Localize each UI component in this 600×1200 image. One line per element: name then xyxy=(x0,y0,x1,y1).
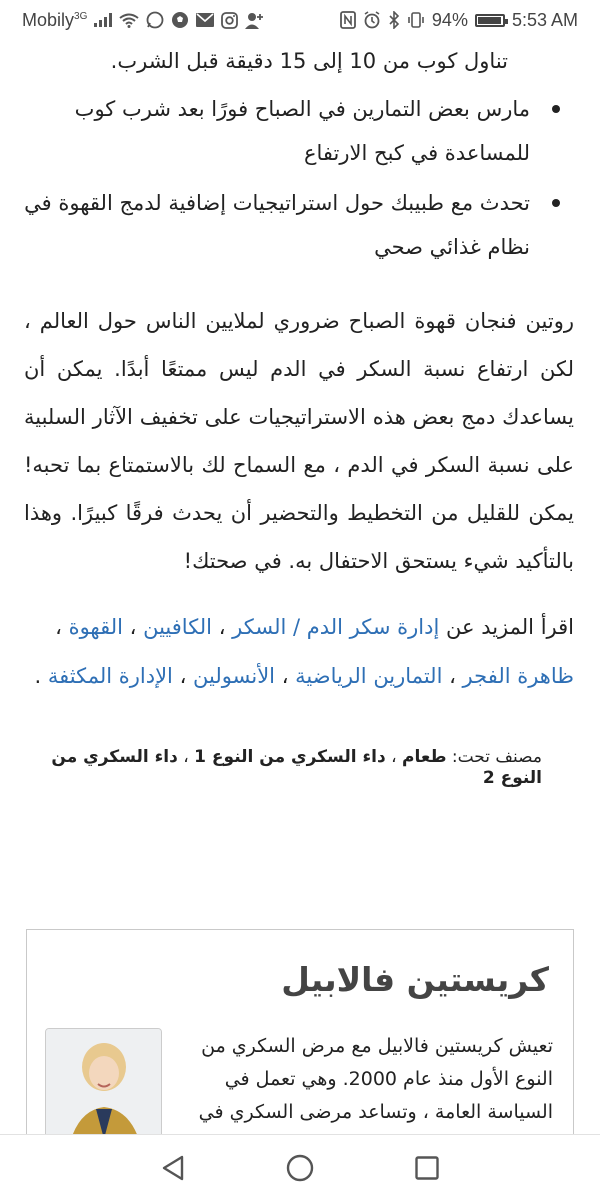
battery-level-fill xyxy=(478,17,501,24)
status-bar-left xyxy=(22,10,265,31)
category-item[interactable]: طعام xyxy=(402,747,447,767)
bullet-dot-icon xyxy=(552,199,560,207)
navigation-bar xyxy=(0,1134,600,1200)
wifi-icon xyxy=(119,13,139,28)
clock: 5:53 AM xyxy=(511,9,578,30)
recents-square-icon[interactable] xyxy=(407,1148,447,1188)
home-circle-icon[interactable] xyxy=(280,1148,320,1188)
bluetooth-icon xyxy=(388,11,400,29)
read-more-link[interactable]: الإدارة المكثفة xyxy=(47,664,173,688)
read-more-link[interactable]: القهوة xyxy=(68,615,123,639)
battery-percent: 94% xyxy=(431,9,468,30)
network-type: 3G xyxy=(74,10,88,22)
read-more-link[interactable]: التمارين الرياضية xyxy=(295,664,443,688)
carrier-label: Mobily$^{3G}$ xyxy=(22,9,88,30)
read-more-link[interactable]: الأنسولين xyxy=(193,664,276,688)
list-item-text: تناول كوب من 10 إلى 15 دقيقة قبل الشرب. xyxy=(110,49,508,73)
list-item xyxy=(0,41,600,81)
status-bar-right xyxy=(340,10,578,31)
nfc-icon xyxy=(340,11,356,29)
tips-list xyxy=(0,41,600,269)
category-item[interactable]: داء السكري من النوع 2 xyxy=(51,747,542,788)
status-bar xyxy=(0,0,600,40)
read-more xyxy=(0,603,600,701)
battery-icon xyxy=(475,14,505,27)
signal-icon xyxy=(94,13,112,27)
read-more-prefix: اقرأ المزيد عن xyxy=(446,615,574,639)
category-item[interactable]: داء السكري من النوع 1 xyxy=(194,747,386,767)
mail-icon xyxy=(196,13,214,27)
list-item xyxy=(0,181,600,269)
read-more-link[interactable]: ظاهرة الفجر xyxy=(462,664,574,688)
back-triangle-icon[interactable] xyxy=(153,1148,193,1188)
add-contact-icon xyxy=(245,12,265,29)
vibrate-icon xyxy=(407,11,425,29)
author-box xyxy=(26,929,574,1134)
article-paragraph: روتين فنجان قهوة الصباح ضروري لملايين الناس حول العالم ، لكن ارتفاع نسبة السكر في الدم ليس ممتعًا أبدًا. يمكن أن يساعدك دمج بعض هذه الاستراتيجيات على تخفيف الآثار السلبية على نسبة السكر في الدم ، مع السماح لك بالاستمتاع بما تحبه! يمكن للقليل من التخطيط والتحضير أن يحدث فرقًا كبيرًا. وهذا بالتأكيد شيء يستحق الاحتفال به. في صحتك! xyxy=(24,309,574,573)
list-item-text: تحدث مع طبيبك حول استراتيجيات إضافية لدمج القهوة في نظام غذائي صحي xyxy=(24,191,530,259)
whatsapp-icon xyxy=(146,11,164,29)
instagram-icon xyxy=(221,12,238,29)
author-photo xyxy=(45,1028,162,1134)
read-more-link[interactable]: إدارة سكر الدم / السكر xyxy=(232,615,440,639)
alarm-icon xyxy=(363,11,381,29)
category-items: طعام ، داء السكري من النوع 1 ، داء السكري من النوع 2 xyxy=(51,747,542,788)
read-more-link[interactable]: الكافيين xyxy=(143,615,213,639)
category-line xyxy=(0,747,600,789)
bullet-dot-icon xyxy=(552,105,560,113)
author-name: كريستين فالابيل xyxy=(281,960,549,999)
list-item xyxy=(0,87,600,175)
football-icon xyxy=(171,11,189,29)
list-item-text: مارس بعض التمارين في الصباح فورًا بعد شرب كوب للمساعدة في كبح الارتفاع xyxy=(74,97,530,165)
category-prefix: مصنف تحت: xyxy=(451,747,542,767)
author-bio: تعيش كريستين فالابيل مع مرض السكري من النوع الأول منذ عام 2000. وهي تعمل في السياسة العامة ، وتساعد مرضى السكري في xyxy=(198,1035,553,1123)
read-more-links: إدارة سكر الدم / السكر ، الكافيين ، القهوة ، ظاهرة الفجر ، التمارين الرياضية ، الأنسولين ، الإدارة المكثفة . xyxy=(34,615,574,688)
article-content[interactable] xyxy=(0,40,600,1134)
